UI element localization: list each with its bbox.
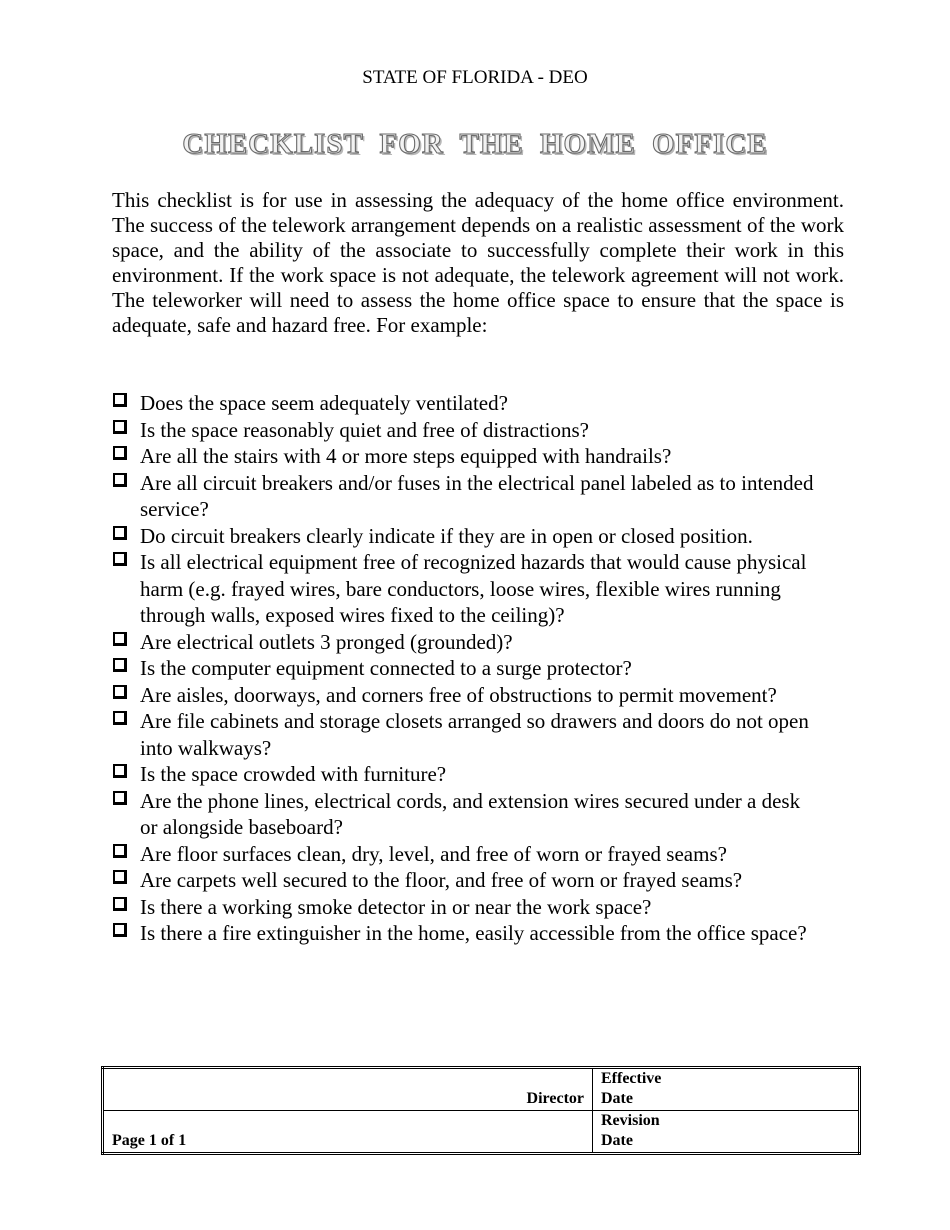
agency-header: STATE OF FLORIDA - DEO [362,67,588,88]
checklist-item-text: Are all the stairs with 4 or more steps equipped with handrails? [140,444,672,468]
checkbox-icon[interactable] [113,658,127,672]
checkbox-icon[interactable] [113,764,127,778]
checklist-item-text: Is the computer equipment connected to a surge protector? [140,656,632,680]
safety-checklist [112,390,852,947]
checklist-item-text: Is the space reasonably quiet and free of distractions? [140,417,589,442]
checklist-item [112,655,852,682]
checkbox-icon[interactable] [113,844,127,858]
document-title: CHECKLIST FOR THE HOME OFFICE [182,128,768,160]
checklist-item-text: Does the space seem adequately ventilated? [140,391,508,415]
footer-row-bottom [103,1111,860,1154]
checkbox-icon[interactable] [113,552,127,566]
checkbox-icon[interactable] [113,420,127,434]
checklist-item [112,470,852,523]
checklist-item [112,708,852,761]
checklist-item [112,867,852,894]
checkbox-icon[interactable] [113,923,127,937]
footer-row-top [103,1068,860,1111]
checkbox-icon[interactable] [113,393,127,407]
checklist-item [112,841,852,868]
checklist-item [112,894,852,921]
checklist-item [112,788,852,841]
checklist-item-text: Are floor surfaces clean, dry, level, and free of worn or frayed seams? [140,841,727,866]
checkbox-icon[interactable] [113,526,127,540]
checklist-item-text: Do circuit breakers clearly indicate if they are in open or closed position. [140,523,753,548]
checklist-item [112,523,852,550]
checkbox-icon[interactable] [113,897,127,911]
checkbox-icon[interactable] [113,685,127,699]
checklist-item [112,417,852,444]
checklist-item-text: Are the phone lines, electrical cords, and extension wires secured under a desk or alongside baseboard? [140,788,801,839]
checklist-item-text: Are carpets well secured to the floor, and free of worn or frayed seams? [140,868,743,892]
checklist-item-text: Is there a working smoke detector in or near the work space? [140,894,652,919]
checkbox-icon[interactable] [113,473,127,487]
checkbox-icon[interactable] [113,446,127,460]
checklist-item-text: Are aisles, doorways, and corners free of obstructions to permit movement? [140,682,777,707]
intro-paragraph: This checklist is for use in assessing the adequacy of the home office environment. The success of the telework arrangement depends on a realistic assessment of the work space, and the ability of the associate to successfully complete their work in this environment. If the work space is not adequate, the telework agreement will not work. The teleworker will need to assess the home office space to ensure that the space is adequate, safe and hazard free. For example: [112,188,844,337]
checklist-item [112,390,852,417]
checklist-item [112,920,852,947]
effective-date-label: Effective Date [593,1068,860,1111]
checklist-item [112,761,852,788]
checklist-item-text: Is all electrical equipment free of recognized hazards that would cause physical harm (e.g. frayed wires, bare conductors, loose wires, flexible wires running through walls, exposed wires fixed to the ceiling)? [140,550,807,627]
checklist-item-text: Are all circuit breakers and/or fuses in the electrical panel labeled as to intended service? [140,470,814,521]
checkbox-icon[interactable] [113,791,127,805]
checkbox-icon[interactable] [113,870,127,884]
checklist-item-text: Are electrical outlets 3 pronged (grounded)? [140,629,513,654]
revision-date-label: Revision Date [593,1111,860,1154]
checklist-item [112,629,852,656]
checklist-item-text: Are file cabinets and storage closets arranged so drawers and doors do not open into walkways? [140,709,809,760]
director-label: Director [103,1068,593,1111]
checklist-item [112,682,852,709]
checkbox-icon[interactable] [113,711,127,725]
page-number: Page 1 of 1 [103,1111,593,1154]
checklist-item [112,549,852,629]
checkbox-icon[interactable] [113,632,127,646]
checklist-item-text: Is there a fire extinguisher in the home, easily accessible from the office space? [140,921,807,945]
footer-table [101,1066,861,1155]
checklist-item [112,443,852,470]
checklist-item-text: Is the space crowded with furniture? [140,762,447,786]
